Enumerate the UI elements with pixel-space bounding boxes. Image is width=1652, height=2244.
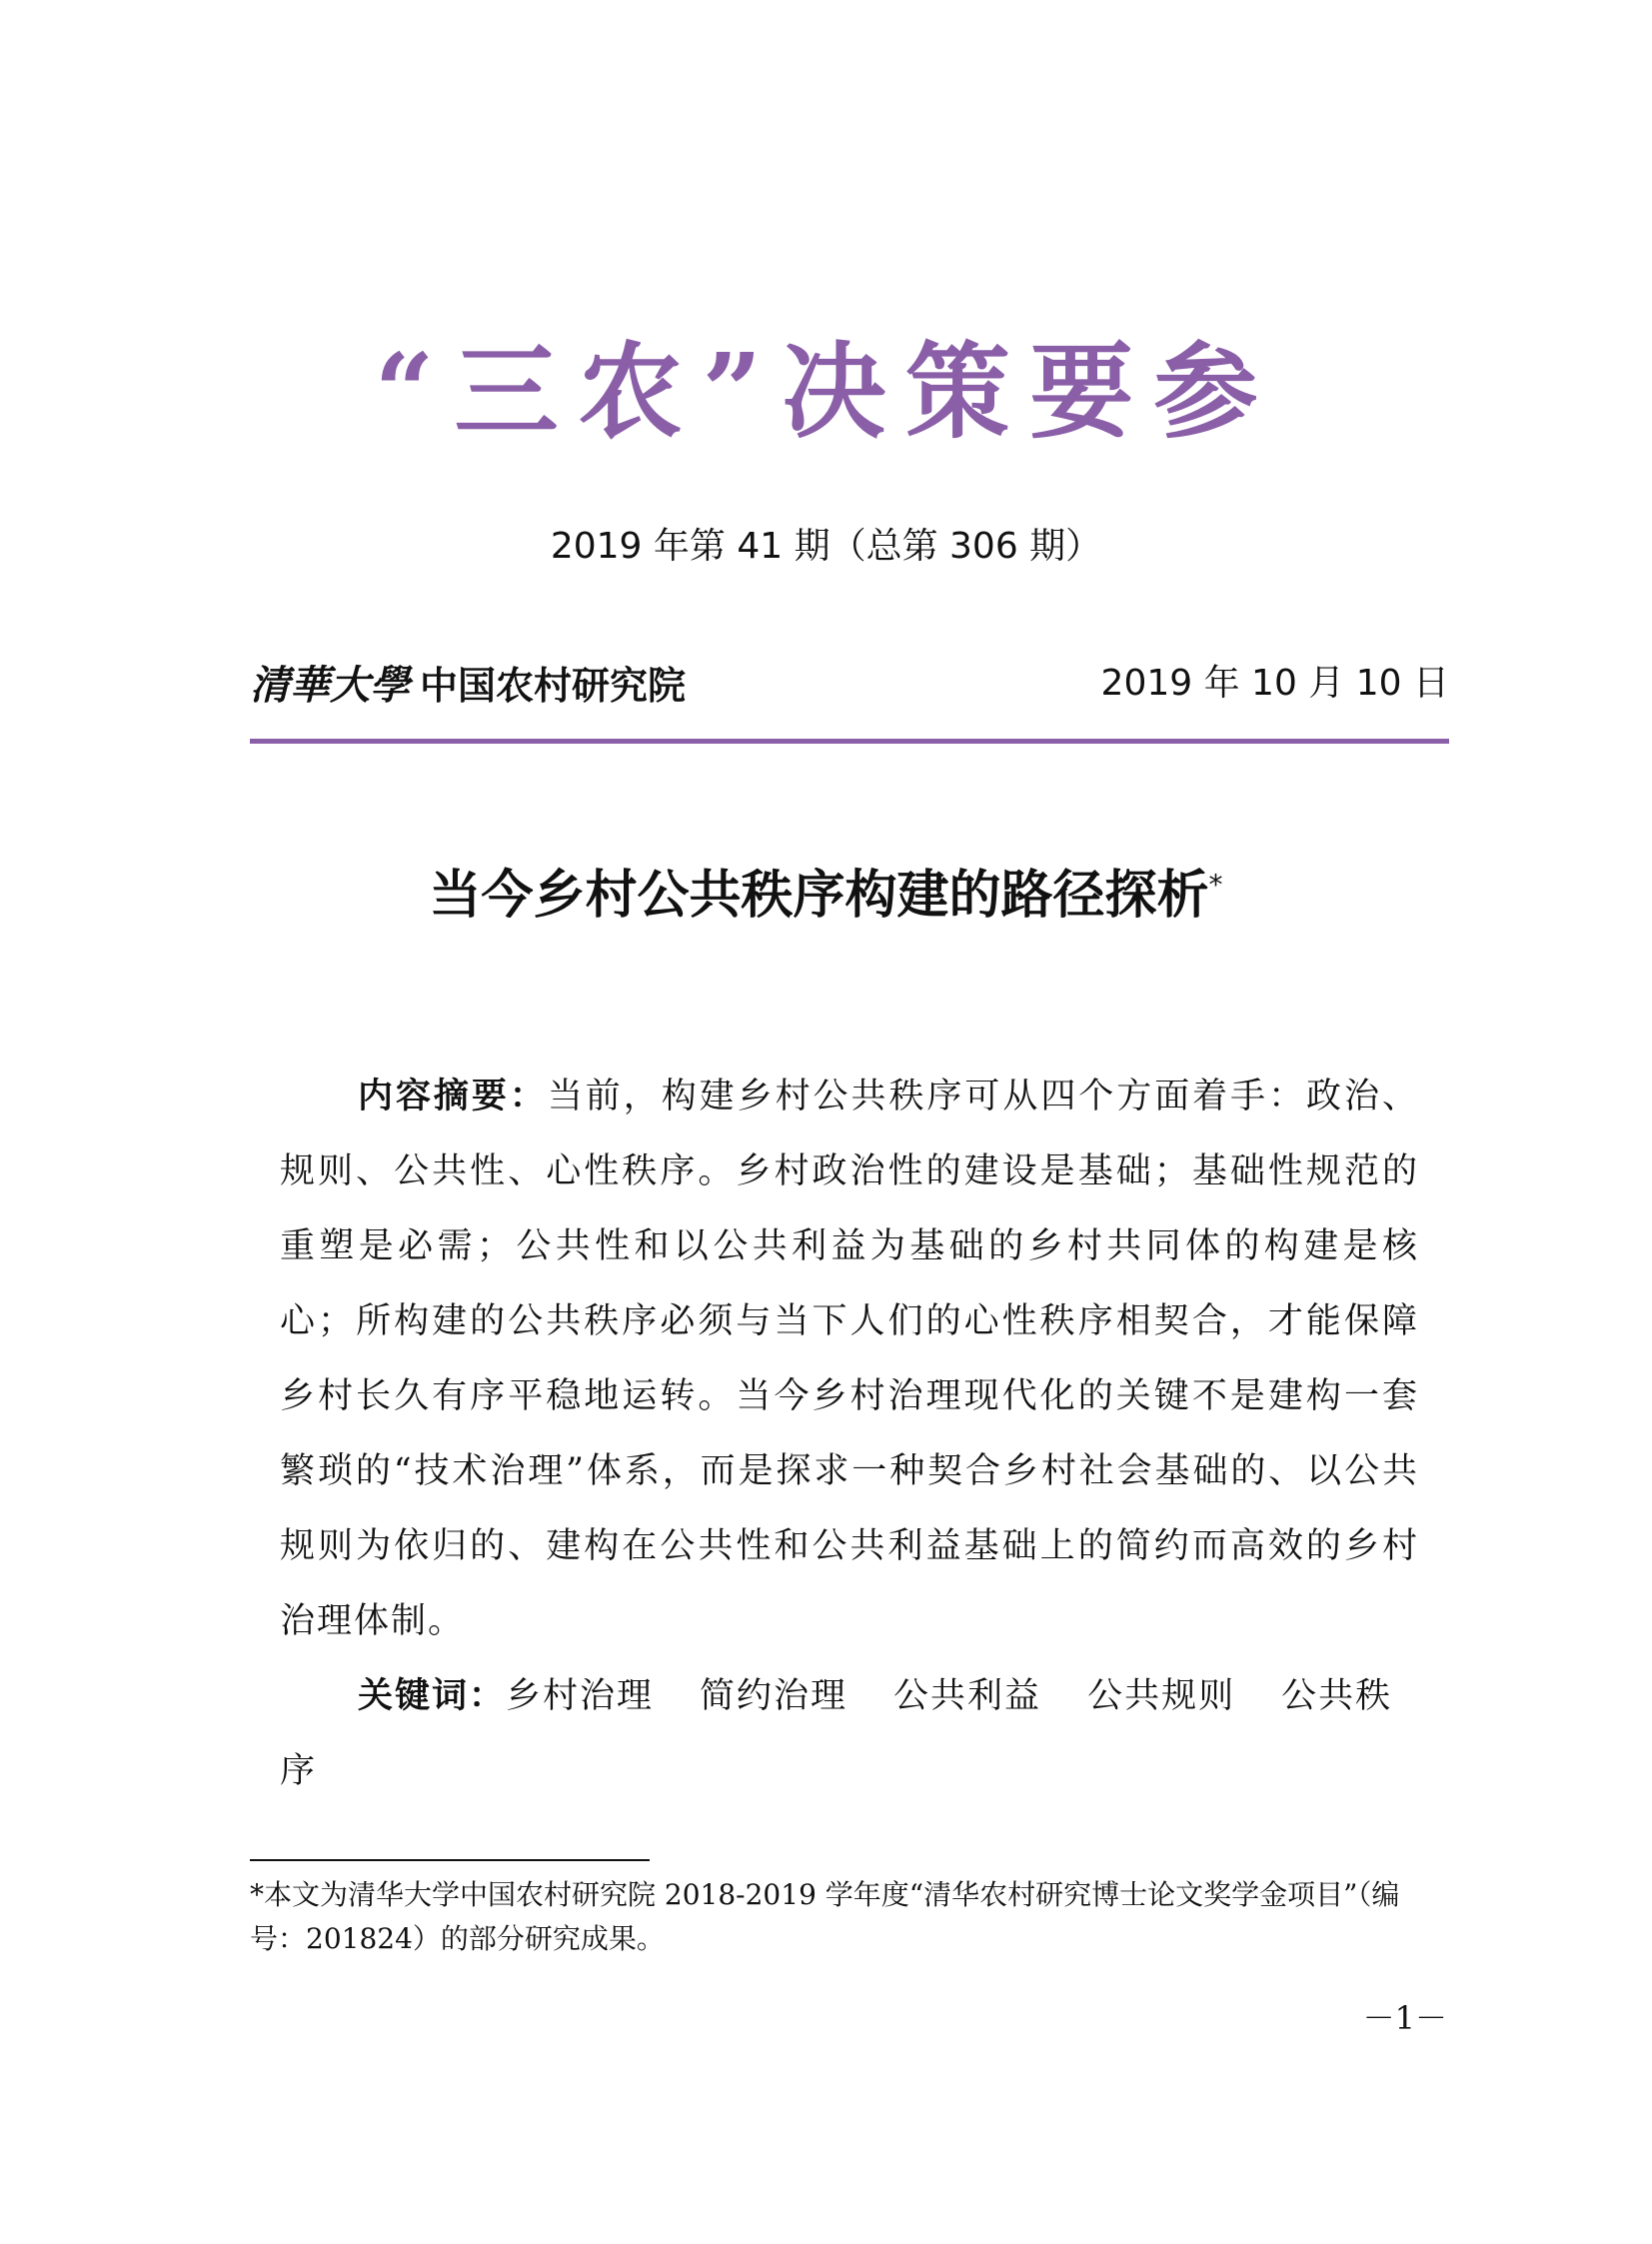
university-logo-text: 清華大學 bbox=[250, 662, 410, 709]
keyword: 简约治理 bbox=[700, 1676, 848, 1716]
abstract bbox=[280, 1060, 1419, 1659]
keyword: 乡村治理 bbox=[506, 1676, 655, 1716]
page-number: －1－ bbox=[1362, 1999, 1447, 2037]
keywords-label: 关键词： bbox=[358, 1676, 507, 1716]
keywords bbox=[280, 1659, 1419, 1809]
footnote: *本文为清华大学中国农村研究院 2018-2019 学年度“清华农村研究博士论文奖学金项目”（编号：201824）的部分研究成果。 bbox=[250, 1878, 1400, 1955]
abstract-label: 内容摘要： bbox=[358, 1077, 548, 1117]
institution bbox=[250, 662, 686, 710]
keyword: 公共秩序 bbox=[280, 1676, 1393, 1791]
title-footnote-mark: * bbox=[1208, 868, 1223, 902]
publication-date: 2019 年 10 月 10 日 bbox=[1100, 663, 1449, 704]
footnote-divider bbox=[250, 1859, 650, 1861]
abstract-text: 当前，构建乡村公共秩序可从四个方面着手：政治、规则、公共性、心性秩序。乡村政治性的建设是基础；基础性规范的重塑是必需；公共性和以公共利益为基础的乡村共同体的构建是核心；所构建的公共秩序必须与当下人们的心性秩序相契合，才能保障乡村长久有序平稳地运转。当今乡村治理现代化的关键不是建构一套繁琐的“技术治理”体系，而是探求一种契合乡村社会基础的、以公共规则为依归的、建构在公共性和公共利益基础上的简约而高效的乡村治理体制。 bbox=[280, 1077, 1419, 1641]
masthead-title: “三农”决策要参 bbox=[374, 330, 1278, 453]
keyword: 公共规则 bbox=[1087, 1676, 1236, 1716]
header-divider bbox=[250, 739, 1449, 744]
keyword: 公共利益 bbox=[893, 1676, 1042, 1716]
article-title bbox=[0, 865, 1652, 927]
institute-name: 中国农村研究院 bbox=[420, 663, 687, 708]
article-title-text: 当今乡村公共秩序构建的路径探析 bbox=[429, 866, 1209, 926]
issue-number: 2019 年第 41 期（总第 306 期） bbox=[550, 526, 1102, 567]
